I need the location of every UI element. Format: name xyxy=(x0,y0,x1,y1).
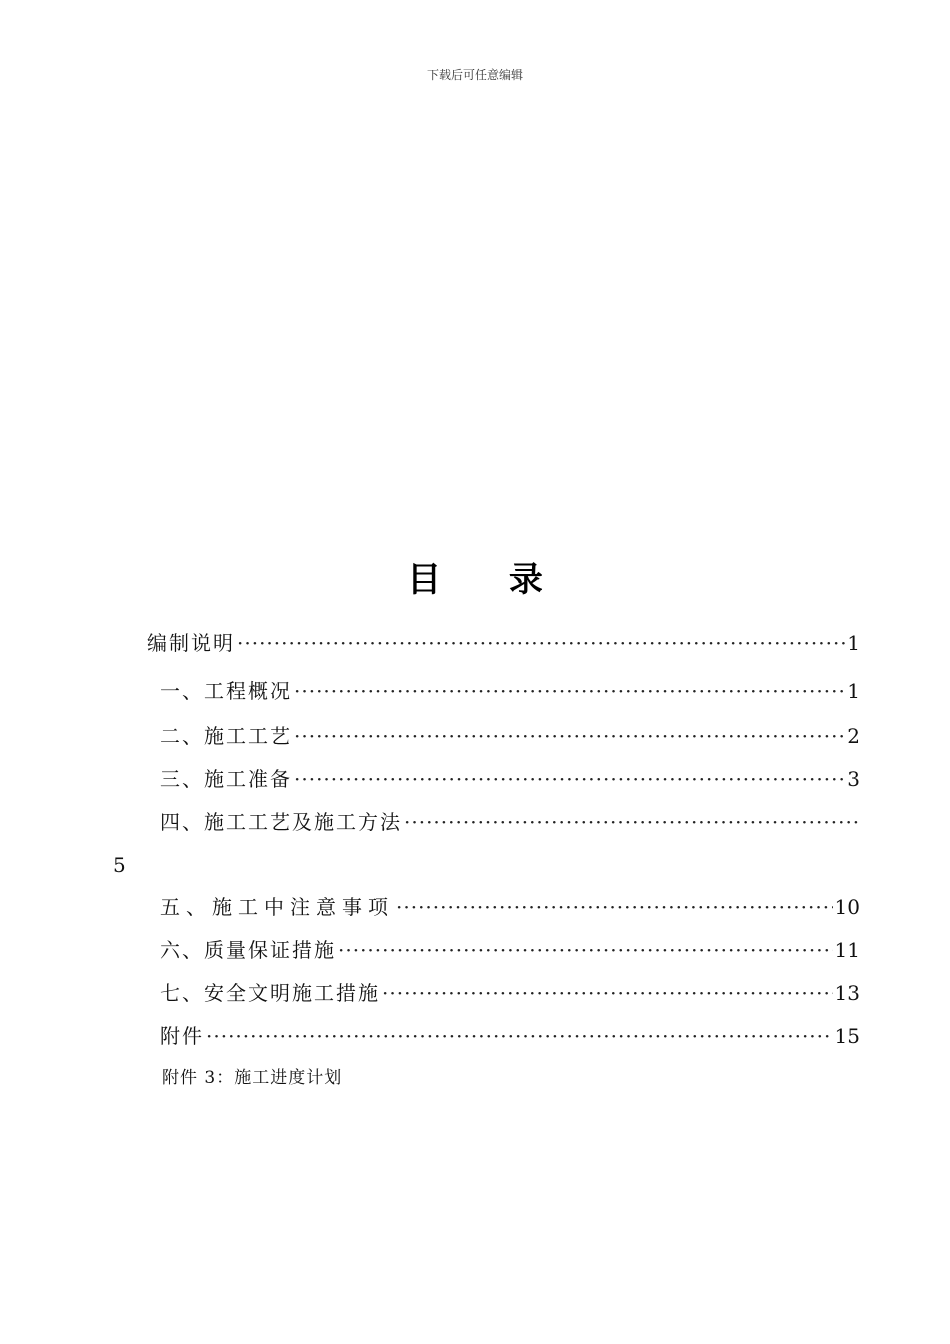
toc-entry-safety-measures[interactable] xyxy=(160,980,860,1006)
toc-entry-construction-preparation[interactable] xyxy=(160,766,860,792)
toc-entry-appendix[interactable] xyxy=(160,1023,860,1049)
toc-entry-project-overview[interactable] xyxy=(160,678,860,704)
appendix-note: 附件 3：施工进度计划 xyxy=(162,1068,343,1088)
dot-leader xyxy=(294,723,845,749)
toc-entry-page: 1 xyxy=(847,679,860,703)
toc-entry-label: 三、施工准备 xyxy=(160,767,292,791)
toc-entry-page: 15 xyxy=(834,1024,860,1048)
dot-leader xyxy=(294,766,845,792)
toc-entry-page: 1 xyxy=(847,631,860,655)
toc-title: 目 录 xyxy=(407,560,571,600)
toc-entry-label: 编制说明 xyxy=(147,631,235,655)
dot-leader xyxy=(237,630,845,656)
dot-leader xyxy=(396,894,833,920)
toc-entry-label: 四、施工工艺及施工方法 xyxy=(160,810,402,834)
dot-leader xyxy=(206,1023,833,1049)
toc-entry-page: 13 xyxy=(834,981,860,1005)
toc-entry-construction-process[interactable] xyxy=(160,723,860,749)
dot-leader xyxy=(404,809,858,835)
toc-entry-label: 五、施工中注意事项 xyxy=(160,895,394,919)
dot-leader xyxy=(294,678,845,704)
toc-entry-label: 二、施工工艺 xyxy=(160,724,292,748)
toc-entry-label: 七、安全文明施工措施 xyxy=(160,981,380,1005)
toc-entry-construction-precautions[interactable] xyxy=(160,894,860,920)
toc-entry-wrapped-page: 5 xyxy=(113,853,126,877)
toc-entry-page: 11 xyxy=(834,938,860,962)
toc-entry-quality-assurance[interactable] xyxy=(160,937,860,963)
toc-entry-page: 10 xyxy=(834,895,860,919)
toc-entry-label: 六、质量保证措施 xyxy=(160,938,336,962)
toc-entry-process-and-methods[interactable] xyxy=(160,809,860,835)
dot-leader xyxy=(382,980,833,1006)
toc-entry-label: 附件 xyxy=(160,1024,204,1048)
toc-entry-page: 2 xyxy=(847,724,860,748)
header-note: 下载后可任意编辑 xyxy=(426,68,523,82)
dot-leader xyxy=(338,937,833,963)
toc-entry-page: 3 xyxy=(847,767,860,791)
toc-entry-label: 一、工程概况 xyxy=(160,679,292,703)
toc-entry-compilation-notes[interactable] xyxy=(147,630,860,656)
